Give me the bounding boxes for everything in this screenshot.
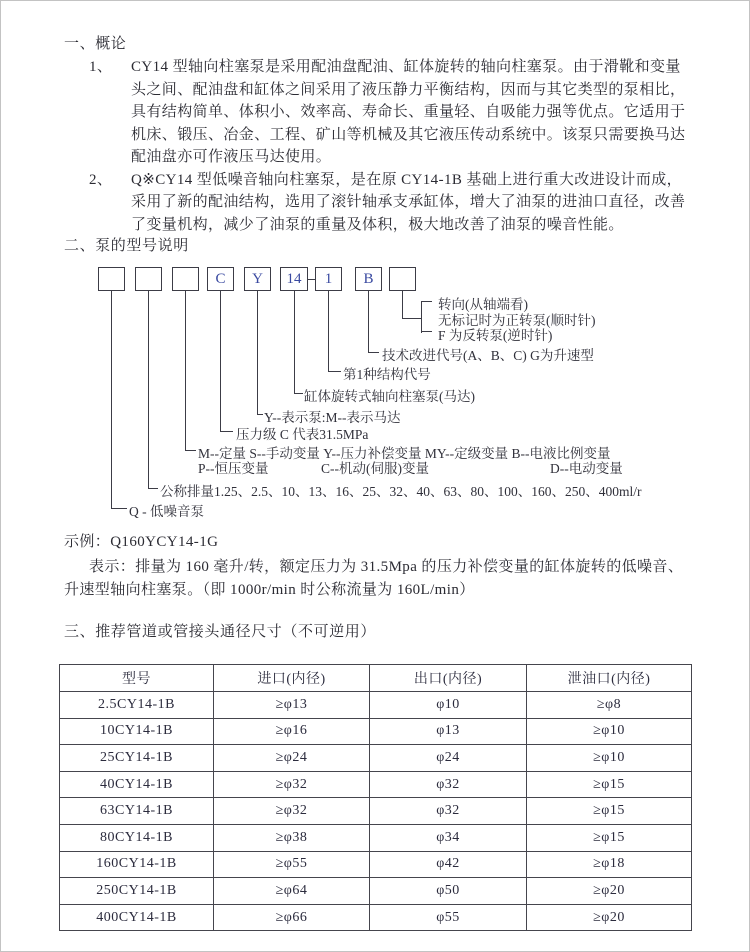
paragraph-line: 头之间、配油盘和缸体之间采用了液压静力平衡结构，因而与其它类型的泵相比， [131, 81, 686, 98]
callout-displacement: 公称排量1.25、2.5、10、13、16、25、32、40、63、80、100、160、250、400ml/r [160, 484, 642, 499]
connector-line [294, 393, 303, 394]
callout-pressure-class: 压力级 C 代表31.5MPa [236, 427, 369, 442]
cell-outlet: φ10 [370, 692, 527, 719]
cell-outlet: φ55 [370, 904, 527, 931]
cell-inlet: ≥φ38 [214, 824, 370, 851]
model-code-box-7: 1 [315, 267, 342, 291]
connector-line [368, 352, 379, 353]
cell-inlet: ≥φ24 [214, 745, 370, 772]
cell-inlet: ≥φ66 [214, 904, 370, 931]
callout-variable-types-line1: M--定量 S--手动变量 Y--压力补偿变量 MY--定级变量 B--电液比例变量 [198, 446, 611, 461]
cell-outlet: φ24 [370, 745, 527, 772]
model-code-box-3 [172, 267, 199, 291]
cell-model: 25CY14-1B [60, 745, 214, 772]
model-code-box-6: 14 [280, 267, 308, 291]
column-header-model: 型号 [60, 665, 214, 692]
section2-heading: 二、泵的型号说明 [64, 238, 189, 254]
column-header-inlet: 进口(内径) [214, 665, 370, 692]
cell-drain: ≥φ15 [527, 798, 692, 825]
paragraph-line: CY14 型轴向柱塞泵是采用配油盘配油、缸体旋转的轴向柱塞泵。由于滑靴和变量 [131, 59, 681, 75]
cell-model: 10CY14-1B [60, 718, 214, 745]
cell-drain: ≥φ20 [527, 904, 692, 931]
cell-drain: ≥φ10 [527, 745, 692, 772]
cell-drain: ≥φ8 [527, 692, 692, 719]
callout-structure-code: 第1种结构代号 [343, 367, 431, 382]
table-row [60, 878, 692, 905]
cell-drain: ≥φ10 [527, 718, 692, 745]
paragraph-line: 了变量机构，减少了油泵的重量及体积，极大地改善了油泵的噪音性能。 [131, 216, 624, 233]
connector-line [402, 291, 403, 318]
table-row [60, 904, 692, 931]
callout-variable-type-d: D--电动变量 [550, 461, 623, 476]
callout-direction-default: 无标记时为正转泵(顺时针) [438, 313, 596, 328]
table-row [60, 771, 692, 798]
table-row [60, 718, 692, 745]
connector-line [421, 331, 432, 332]
model-code-box-9 [389, 267, 416, 291]
cell-inlet: ≥φ16 [214, 718, 370, 745]
section3-heading: 三、推荐管道或管接头通径尺寸（不可逆用） [64, 624, 377, 640]
connector-line [328, 291, 329, 371]
cell-model: 400CY14-1B [60, 904, 214, 931]
connector-line [257, 291, 258, 414]
list-item-number: 2、 [89, 171, 113, 188]
cell-inlet: ≥φ13 [214, 692, 370, 719]
callout-variable-type-c: C--机动(伺服)变量 [321, 461, 429, 476]
cell-drain: ≥φ15 [527, 824, 692, 851]
callout-variable-type-p: P--恒压变量 [198, 461, 269, 476]
cell-drain: ≥φ18 [527, 851, 692, 878]
example-model-line: 示例：Q160YCY14-1G [64, 534, 219, 550]
model-code-box-1 [98, 267, 125, 291]
cell-drain: ≥φ20 [527, 878, 692, 905]
cell-outlet: φ34 [370, 824, 527, 851]
callout-pump-motor: Y--表示泵:M--表示马达 [264, 410, 401, 425]
cell-outlet: φ32 [370, 798, 527, 825]
connector-line [294, 291, 295, 393]
callout-quiet-pump: Q - 低噪音泵 [129, 504, 204, 519]
column-header-drain: 泄油口(内径) [527, 665, 692, 692]
connector-line [111, 508, 127, 509]
example-description-line1: 表示：排量为 160 毫升/转，额定压力为 31.5Mpa 的压力补偿变量的缸体旋转的低噪音、 [89, 559, 684, 575]
callout-direction-title: 转向(从轴端看) [438, 297, 528, 312]
model-code-box-8: B [355, 267, 382, 291]
cell-outlet: φ32 [370, 771, 527, 798]
model-code-diagram [1, 259, 750, 527]
connector-line [307, 279, 316, 280]
connector-line [148, 291, 149, 488]
callout-cylinder-type: 缸体旋转式轴向柱塞泵(马达) [304, 389, 475, 404]
model-code-box-4: C [207, 267, 234, 291]
connector-line [220, 291, 221, 431]
connector-line [185, 291, 186, 450]
table-row [60, 798, 692, 825]
cell-outlet: φ13 [370, 718, 527, 745]
connector-line [421, 301, 422, 333]
connector-line [220, 431, 233, 432]
cell-model: 2.5CY14-1B [60, 692, 214, 719]
table-row [60, 851, 692, 878]
callout-direction-reverse: F 为反转泵(逆时针) [438, 328, 553, 343]
cell-model: 250CY14-1B [60, 878, 214, 905]
paragraph-line: 机床、锻压、冶金、工程、矿山等机械及其它液压传动系统中。该泵只需要换马达 [131, 126, 686, 143]
list-item-number: 1、 [89, 59, 113, 75]
cell-drain: ≥φ15 [527, 771, 692, 798]
model-code-box-2 [135, 267, 162, 291]
paragraph-line: Q※CY14 型低噪音轴向柱塞泵，是在原 CY14-1B 基础上进行重大改进设计而成， [131, 171, 683, 188]
connector-line [148, 488, 158, 489]
connector-line [111, 291, 112, 508]
connector-line [421, 301, 432, 302]
cell-inlet: ≥φ32 [214, 771, 370, 798]
connector-line [257, 414, 263, 415]
cell-inlet: ≥φ64 [214, 878, 370, 905]
cell-model: 40CY14-1B [60, 771, 214, 798]
cell-model: 63CY14-1B [60, 798, 214, 825]
cell-inlet: ≥φ32 [214, 798, 370, 825]
table-header-row [60, 665, 692, 692]
cell-model: 160CY14-1B [60, 851, 214, 878]
cell-inlet: ≥φ55 [214, 851, 370, 878]
table-row [60, 692, 692, 719]
paragraph-line: 具有结构简单、体积小、效率高、寿命长、重量轻、自吸能力强等优点。它适用于 [131, 104, 686, 120]
model-code-box-5: Y [244, 267, 271, 291]
section1-heading: 一、概论 [64, 36, 127, 52]
cell-model: 80CY14-1B [60, 824, 214, 851]
connector-line [368, 291, 369, 352]
column-header-outlet: 出口(内径) [370, 665, 527, 692]
connector-line [402, 318, 422, 319]
paragraph-line: 采用了新的配油结构，选用了滚针轴承支承缸体，增大了油泵的进油口直径，改善 [131, 194, 686, 210]
table-row [60, 745, 692, 772]
cell-outlet: φ50 [370, 878, 527, 905]
example-description-line2: 升速型轴向柱塞泵。（即 1000r/min 时公称流量为 160L/min） [64, 582, 475, 598]
cell-outlet: φ42 [370, 851, 527, 878]
connector-line [328, 371, 341, 372]
connector-line [185, 450, 196, 451]
callout-improvement-code: 技术改进代号(A、B、C) G为升速型 [382, 348, 594, 363]
table-row [60, 824, 692, 851]
pipe-diameter-table [59, 664, 692, 931]
paragraph-line: 配油盘亦可作液压马达使用。 [131, 149, 332, 165]
